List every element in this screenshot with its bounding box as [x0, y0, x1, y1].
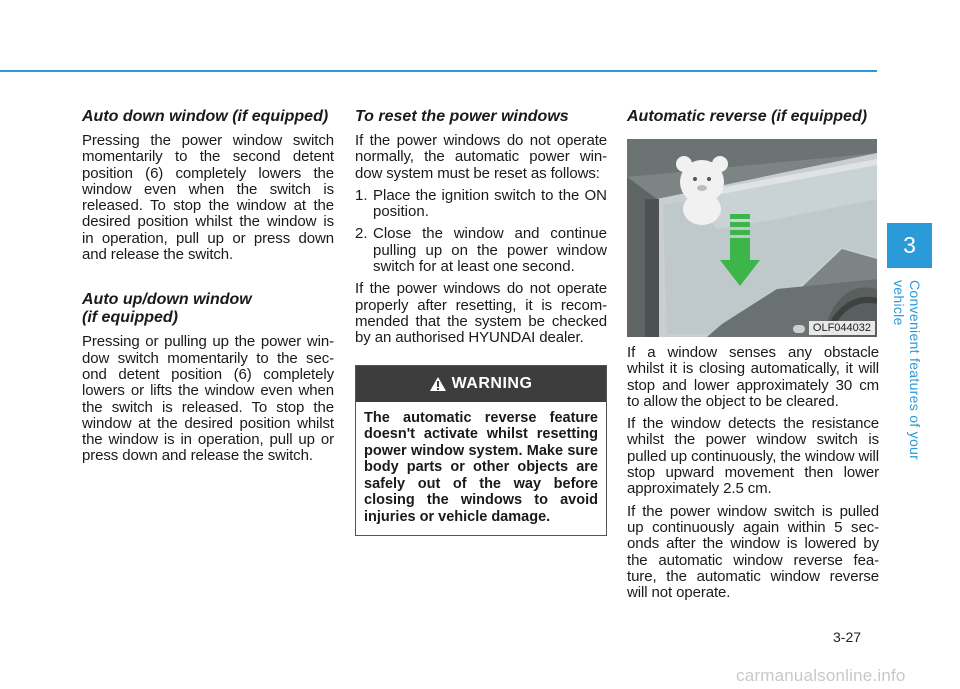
warning-triangle-icon [430, 377, 446, 391]
warning-header [356, 366, 606, 402]
column-middle [355, 108, 607, 536]
step-text: Place the ignition switch to the ON position. [373, 186, 607, 221]
column-left [82, 108, 334, 471]
paragraph-reset-intro: If the power windows do not operate normally, the automatic power win- dow system must be reset as follows: [355, 132, 607, 182]
paragraph-reset-dealer: If the power windows do not operate properly after resetting, it is recom- mended that the system be checked by an authorised HYUNDAI dealer. [355, 280, 607, 347]
paragraph-resistance: If the window detects the resistance whilst the power window switch is pulled up continuously, the window will stop upward movement then lower approximately 2.5 cm. [627, 415, 879, 498]
watermark: carmanualsonline.info [736, 666, 906, 685]
header-rule [0, 70, 877, 72]
heading-reset-power-windows: To reset the power windows [355, 108, 569, 125]
list-item [355, 226, 607, 275]
step-number: 2. [355, 225, 368, 243]
car-window-illustration [627, 139, 877, 337]
caption-marker [793, 325, 805, 333]
heading-line-1: Auto up/down window [82, 291, 252, 309]
page-number: 3-27 [833, 629, 862, 645]
warning-box [355, 365, 607, 537]
heading-auto-down-window: Auto down window (if equipped) [82, 108, 329, 125]
window-obstacle-illustration [627, 139, 877, 337]
list-item [355, 188, 607, 221]
image-code: OLF044032 [809, 321, 875, 335]
heading-automatic-reverse: Automatic reverse (if equipped) [627, 108, 868, 125]
paragraph-auto-down: Pressing the power window switch momentarily to the second detent position (6) completely lowers the window even when the switch is released. To stop the window at the desired position whilst the window is in operation, pull up or press down and release the switch. [82, 132, 334, 264]
warning-text: The automatic reverse feature doesn't activate whilst resetting power window system. Make sure body parts or other objects are safely out of the way before closing the windows to avoid injuries or vehicle damage. [364, 409, 598, 525]
paragraph-obstacle: If a window senses any obstacle whilst it is closing automatically, it will stop and lower approximately 30 cm to allow the object to be cleared. [627, 344, 879, 410]
step-text: Close the window and continue pulling up on the power window switch for at least one second. [373, 225, 607, 276]
heading-auto-up-down-window [82, 291, 334, 327]
warning-title: WARNING [451, 374, 533, 392]
reset-steps-list [355, 188, 607, 275]
paragraph-repeat: If the power window switch is pulled up continuously again within 5 sec- onds after the window is lowered by the automatic window reverse fea- ture, the automatic window reverse will not operate. [627, 502, 879, 602]
paragraph-auto-up-down: Pressing or pulling up the power win- dow switch momentarily to the sec- ond detent position (6) completely lowers or lifts the window even when the switch is released. To stop the window at the desired position whilst the window is in operation, pull up or press down and release the switch. [82, 333, 334, 465]
step-number: 1. [355, 186, 368, 204]
column-right [627, 108, 879, 607]
chapter-title: Convenient features of your vehicle [891, 280, 923, 461]
chapter-tab: 3 [887, 223, 932, 268]
heading-line-2: (if equipped) [82, 309, 178, 327]
